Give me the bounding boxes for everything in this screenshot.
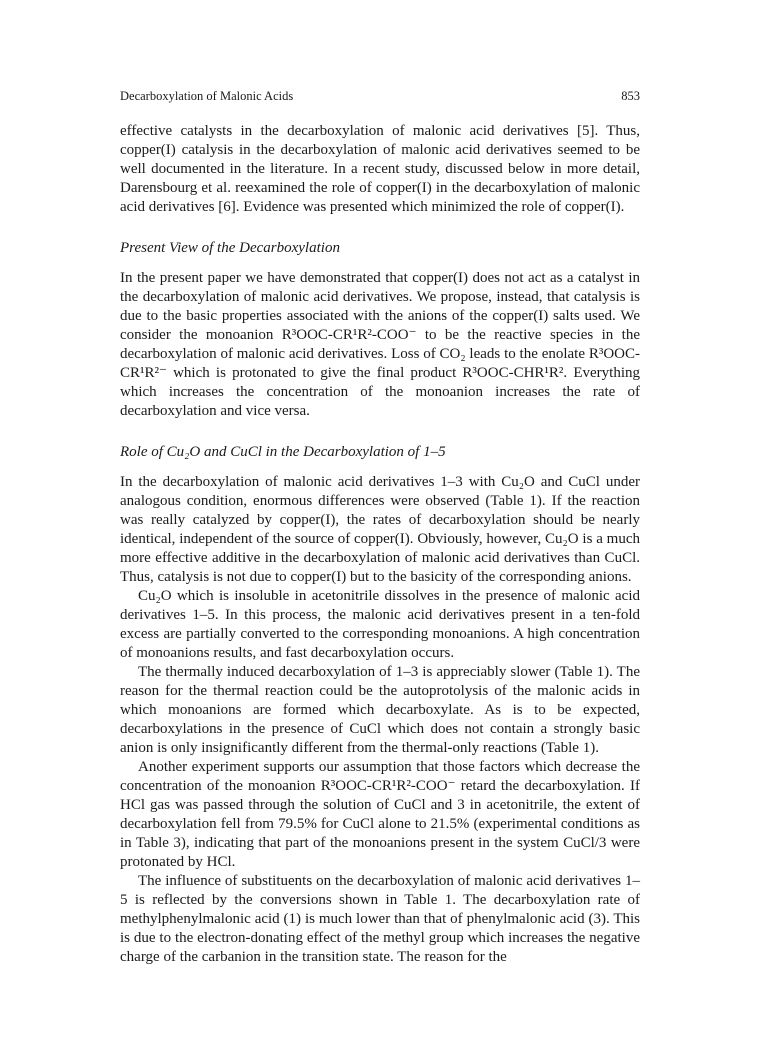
paragraph-role-5: The influence of substituents on the decarboxylation of malonic acid derivatives 1–5 is reflected by the conversions shown in Table 1. The decarboxylation rate of methylphenylmalonic acid (1) is much lower than that of phenylmalonic acid (3). This is due to the electron-donating effect of the methyl group which increases the negative charge of the carbanion in the transition state. The reason for the [120,873,640,965]
running-head [120,88,640,104]
running-title: Decarboxylation of Malonic Acids [120,89,294,103]
page [120,88,640,967]
paragraph-role-3: The thermally induced decarboxylation of 1–3 is appreciably slower (Table 1). The reason for the thermal reaction could be the autoprotolysis of the malonic acids in which monoanions are formed which decarboxylate. As is to be expected, decarboxylations in the presence of CuCl which does not contain a strongly basic anion is only insignificantly different from the thermal-only reactions (Table 1). [120,664,640,756]
paragraph-present-view: In the present paper we have demonstrated that copper(I) does not act as a catalyst in the decarboxylation of malonic acid derivatives. We propose, instead, that catalysis is due to the basic properties associated with the anions of the copper(I) salts used. We consider the monoanion R³OOC-CR¹R²-COO⁻ to be the reactive species in the decarboxylation of malonic acid derivatives. Loss of CO₂ leads to the enolate R³OOC-CR¹R²⁻ which is protonated to give the final product R³OOC-CHR¹R². Everything which increases the concentration of the monoanion increases the rate of decarboxylation and vice versa. [120,270,640,419]
paragraph-role-2: Cu₂O which is insoluble in acetonitrile dissolves in the presence of malonic acid derivatives 1–5. In this process, the malonic acid derivatives present in a ten-fold excess are partially converted to the corresponding monoanions. A high concentration of monoanions results, and fast decarboxylation occurs. [120,588,640,661]
paragraph-role-4: Another experiment supports our assumption that those factors which decrease the concentration of the monoanion R³OOC-CR¹R²-COO⁻ retard the decarboxylation. If HCl gas was passed through the solution of CuCl and 3 in acetonitrile, the extent of decarboxylation fell from 79.5% for CuCl alone to 21.5% (experimental conditions as in Table 3), indicating that part of the monoanions present in the system CuCl/3 were protonated by HCl. [120,759,640,870]
page-number: 853 [621,89,640,103]
paragraph-role-1: In the decarboxylation of malonic acid derivatives 1–3 with Cu₂O and CuCl under analogous condition, enormous differences were observed (Table 1). If the reaction was really catalyzed by copper(I), the rates of decarboxylation should be nearly identical, independent of the source of copper(I). Obviously, however, Cu₂O is a much more effective additive in the decarboxylation of malonic acid derivatives than CuCl. Thus, catalysis is not due to copper(I) but to the basicity of the corresponding anions. [120,474,640,585]
paragraph-intro: effective catalysts in the decarboxylation of malonic acid derivatives [5]. Thus, copper(I) catalysis in the decarboxylation of malonic acid derivatives seemed to be well documented in the literature. In a recent study, discussed below in more detail, Darensbourg et al. reexamined the role of copper(I) in the decarboxylation of malonic acid derivatives [6]. Evidence was presented which minimized the role of copper(I). [120,123,640,215]
section-heading-role-cu2o-cucl: Role of Cu₂O and CuCl in the Decarboxylation of 1–5 [120,444,446,460]
section-heading-present-view: Present View of the Decarboxylation [120,240,340,256]
